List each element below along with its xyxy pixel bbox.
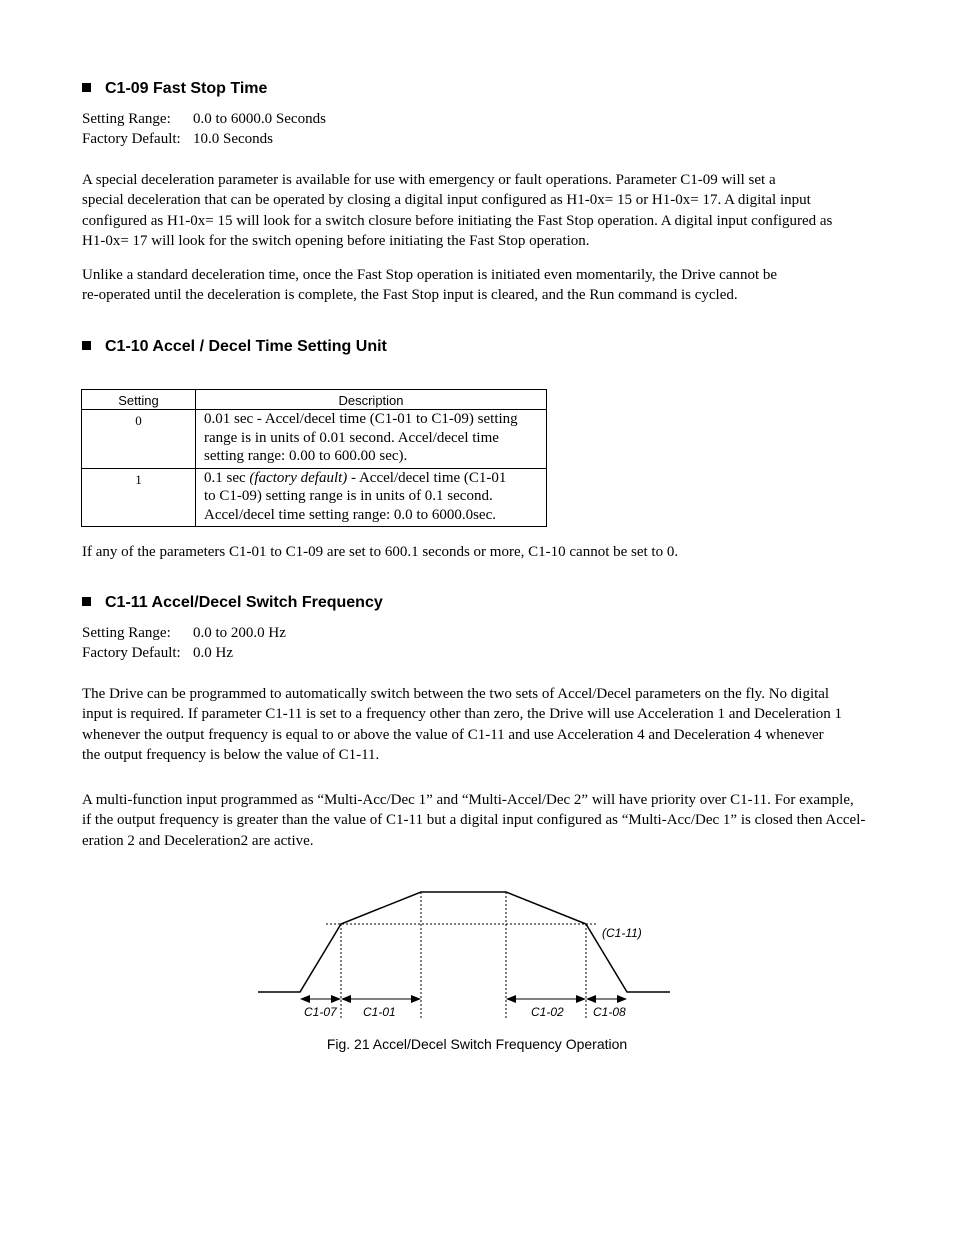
setting-range-label: Setting Range: [82,111,171,127]
setting-range-row [82,109,326,130]
figure-caption-text: Fig. 21 Accel/Decel Switch Frequency Operation [326,1036,628,1052]
bullet-square-icon [82,341,91,350]
label-c1-01: C1-01 [363,1005,396,1019]
table-row [82,468,547,527]
factory-default-row [82,129,273,150]
description-text: 0.1 sec [204,469,250,486]
factory-default-row [82,643,233,664]
column-header-setting: Setting [82,390,196,410]
paragraph-fast-stop-intro [82,170,872,251]
description-line: Accel/decel time setting range: 0.0 to 6000.0sec. [204,506,496,523]
factory-default-value: 10.0 Seconds [193,131,273,147]
paragraph-multi-accel-priority [82,790,872,851]
text-line: A multi-function input programmed as “Multi-Acc/Dec 1” and “Multi-Accel/Dec 2” will have priority over C1-11. For example, [82,792,854,808]
label-c1-08: C1-08 [593,1005,626,1019]
table-row [82,410,547,469]
text-line: the output frequency is below the value of C1-11. [82,746,380,763]
paragraph-c1-10-note [82,542,872,562]
column-header-description: Description [196,390,547,410]
section-title: C1-09 Fast Stop Time [105,80,268,97]
setting-range-label: Setting Range: [82,625,171,641]
factory-default-note: (factory default) [249,469,348,486]
label-c1-07: C1-07 [304,1005,337,1019]
setting-range-value: 0.0 to 6000.0 Seconds [193,111,326,127]
section-heading-c1-11 [82,594,383,612]
bullet-square-icon [82,83,91,92]
text-line: If any of the parameters C1-01 to C1-09 are set to 600.1 seconds or more, C1-10 cannot be set to 0. [82,544,679,560]
description-line: range is in units of 0.01 second. Accel/decel time [204,429,499,446]
text-line: The Drive can be programmed to automatically switch between the two sets of Accel/Decel parameters on the fly. No digital [82,686,830,702]
setting-cell: 0 [82,410,196,469]
text-line: if the output frequency is greater than the value of C1-11 but a digital input configured as “Multi-Acc/Dec 1” is closed then Accel- [82,812,866,829]
setting-cell: 1 [82,468,196,527]
setting-range-row [82,623,286,644]
section-heading-c1-09 [82,80,267,98]
section-title: C1-11 Accel/Decel Switch Frequency [105,594,383,611]
setting-range-value: 0.0 to 200.0 Hz [193,625,286,641]
text-line: Unlike a standard deceleration time, once the Fast Stop operation is initiated even momentarily, the Drive cannot be [82,267,778,283]
paragraph-fast-stop-note [82,265,872,306]
description-line: setting range: 0.00 to 600.00 sec). [204,448,408,464]
text-line: eration 2 and Deceleration2 are active. [82,832,314,849]
text-line: configured as H1-0x= 15 will look for a switch closure before initiating the Fast Stop operation. A digital input configured as [82,212,833,229]
bullet-square-icon [82,597,91,606]
label-c1-11: (C1-11) [602,926,642,940]
section-heading-c1-10 [82,338,387,356]
text-line: special deceleration that can be operated by closing a digital input configured as H1-0x= 15 or H1-0x= 17. A digital input [82,192,811,209]
description-cell [196,410,547,469]
section-title: C1-10 Accel / Decel Time Setting Unit [105,338,387,355]
accel-decel-switch-diagram [0,870,954,1030]
text-line: A special deceleration parameter is available for use with emergency or fault operations. Parameter C1-09 will set a [82,172,776,188]
description-line [204,469,538,488]
description-line: 0.01 sec - Accel/decel time (C1-01 to C1-09) setting [204,411,518,427]
table-header-row [82,390,547,410]
setting-unit-table [81,389,547,527]
text-line: re-operated until the deceleration is complete, the Fast Stop input is cleared, and the Run command is cycled. [82,287,738,304]
text-line: input is required. If parameter C1-11 is set to a frequency other than zero, the Drive will use Acceleration 1 and Deceleration 1 [82,706,842,723]
factory-default-label: Factory Default: [82,645,181,661]
output-frequency-profile [258,892,670,992]
description-cell [196,468,547,527]
paragraph-switch-frequency [82,684,872,765]
factory-default-value: 0.0 Hz [193,645,233,661]
text-line: H1-0x= 17 will look for the switch opening before initiating the Fast Stop operation. [82,232,590,249]
label-c1-02: C1-02 [531,1005,564,1019]
factory-default-label: Factory Default: [82,131,181,147]
description-text: - Accel/decel time (C1-01 [347,469,507,486]
figure-caption [0,1036,954,1052]
text-line: whenever the output frequency is equal to or above the value of C1-11 and use Acceleration 4 and Deceleration 4 whenever [82,726,824,743]
description-line: to C1-09) setting range is in units of 0.1 second. [204,488,493,504]
